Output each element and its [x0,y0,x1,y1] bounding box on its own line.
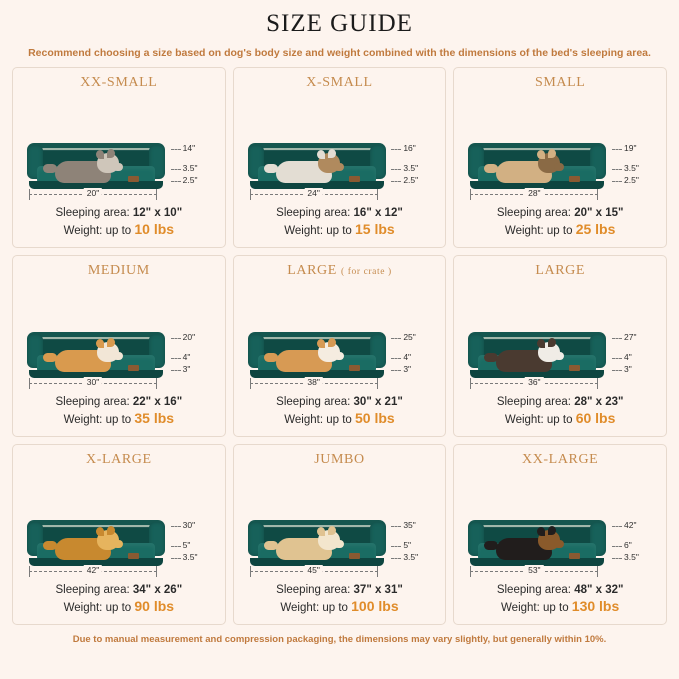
bed-brand-tag [569,365,580,371]
weight-value: 100 lbs [351,597,399,614]
dog-graphic [47,524,117,560]
weight-value: 90 lbs [134,597,175,614]
size-card-title [454,256,666,279]
bed-brand-tag [349,365,360,371]
size-card[interactable] [12,67,226,248]
dog-snout [334,352,344,360]
dim-width-label: 36" [525,377,543,387]
dog-ear-left [96,527,104,536]
dim-height-label: 19" [624,143,637,154]
size-card[interactable] [453,67,667,248]
bed-brand-tag [128,553,139,559]
dim-low-label: 2.5" [624,175,639,186]
sleeping-area-line [240,207,440,219]
sleeping-area-label: Sleeping area: [496,395,571,408]
dog-graphic [488,147,558,183]
dim-mid-label: 6" [624,539,632,550]
dog-ear-right [328,338,336,347]
sleeping-area-value: 37" x 31" [353,583,403,596]
weight-label: Weight: [501,601,540,614]
sleeping-area-value: 34" x 26" [132,583,183,596]
dim-mid-label: 3.5" [624,163,639,174]
sleeping-area-value: 22" x 16" [132,395,183,408]
dim-width-label: 30" [84,377,102,387]
dim-width-label: 53" [525,565,543,575]
size-card-title [13,68,225,91]
dog-ear-left [96,150,104,159]
sleeping-area-line [240,396,440,408]
dog-graphic [488,524,558,560]
weight-upto-label: up to [105,601,132,614]
size-card-grid [12,67,667,625]
bed-illustration [242,281,438,393]
sleeping-area-label: Sleeping area: [496,207,571,220]
dim-height-label: 27" [624,331,637,342]
sleeping-area-line [460,584,660,596]
weight-line [19,598,219,614]
dog-ear-left [317,150,325,159]
size-specs [234,582,446,624]
sleeping-area-label: Sleeping area: [55,583,130,596]
sleeping-area-value: 30" x 21" [353,395,403,408]
dim-mid-label: 4" [403,351,412,362]
size-card[interactable] [12,444,226,625]
dog-graphic [268,336,338,372]
vertical-dimensions [610,519,656,568]
dog-ear-right [107,526,115,535]
dim-mid-label: 5" [403,539,412,550]
size-name: SMALL [534,75,586,90]
bed-brand-tag [569,176,580,182]
weight-line [460,221,660,237]
sleeping-area-label: Sleeping area: [55,395,130,408]
weight-line [240,410,440,426]
dim-width-label: 28" [525,188,543,198]
size-specs [234,205,446,247]
dim-height-label: 35" [403,519,416,530]
size-specs [13,205,225,247]
bed-illustration [462,93,658,205]
size-specs [13,394,225,436]
dog-graphic [47,336,117,372]
horizontal-dimension [250,378,378,390]
sleeping-area-line [19,396,219,408]
weight-value: 25 lbs [575,221,616,238]
size-card-title [234,256,446,279]
dim-width-label: 45" [304,565,322,575]
size-specs [234,394,446,436]
size-card-title [234,445,446,468]
bed-brand-tag [128,365,139,371]
bed-illustration [21,281,217,393]
weight-upto-label: up to [543,601,569,614]
dog-snout [334,540,344,548]
size-name: LARGE [287,263,337,279]
dog-ear-right [328,526,336,535]
dim-height-label: 16" [403,143,416,154]
weight-upto-label: up to [546,413,573,426]
weight-label: Weight: [284,413,324,426]
size-name: XX-LARGE [521,451,599,467]
footer-note: Due to manual measurement and compression packaging, the dimensions may vary slightly, but generally within 10%. [72,634,607,645]
dog-snout [334,163,344,171]
sleeping-area-label: Sleeping area: [276,583,351,596]
dog-ear-left [317,527,325,536]
dog-ear-left [537,150,545,159]
weight-value: 50 lbs [355,409,395,426]
dog-ear-left [537,527,545,536]
sleeping-area-label: Sleeping area: [276,207,351,220]
dim-height-label: 20" [182,331,196,342]
dim-mid-label: 3.5" [403,163,419,174]
weight-upto-label: up to [326,225,352,238]
bed-brand-tag [349,553,360,559]
bed-illustration [462,470,658,582]
dog-snout [113,540,123,548]
dim-width-label: 20" [84,188,102,198]
size-specs [454,394,666,436]
weight-line [460,410,660,426]
bed-brand-tag [128,176,139,182]
weight-label: Weight: [284,225,324,238]
vertical-dimensions [169,519,215,568]
sleeping-area-line [19,584,219,596]
weight-line [240,221,440,237]
sleeping-area-value: 16" x 12" [353,207,403,220]
vertical-dimensions [389,143,435,191]
dog-ear-left [317,339,325,348]
size-name: X-SMALL [306,75,373,90]
horizontal-dimension [470,189,598,201]
dog-snout [554,540,564,548]
weight-value: 60 lbs [575,409,616,426]
size-card[interactable] [12,255,226,436]
size-note: ( for crate ) [340,267,392,278]
dim-mid-label: 3.5" [182,163,198,174]
dog-ear-left [96,339,104,348]
horizontal-dimension [470,378,598,390]
size-name: MEDIUM [87,263,150,279]
size-specs [13,582,225,624]
dim-width-label: 24" [304,188,322,198]
bed-illustration [21,93,217,205]
dim-width-label: 42" [84,565,102,575]
dog-ear-right [107,338,115,347]
dog-snout [113,352,123,360]
sleeping-area-label: Sleeping area: [55,207,130,220]
bed-illustration [462,281,658,393]
dim-low-label: 3" [182,363,191,374]
size-specs [454,582,666,624]
dim-low-label: 3.5" [624,551,639,562]
page-subtitle: Recommend choosing a size based on dog's body size and weight combined with the dimensions of the bed's sleeping area. [28,47,651,59]
dim-low-label: 2.5" [182,175,198,186]
dim-height-label: 30" [182,519,196,530]
size-name: X-LARGE [86,451,152,467]
dim-mid-label: 4" [624,351,632,362]
bed-illustration [21,470,217,582]
weight-label: Weight: [63,413,103,426]
sleeping-area-value: 48" x 32" [574,583,624,596]
sleeping-area-label: Sleeping area: [496,583,571,596]
weight-value: 10 lbs [134,221,175,238]
sleeping-area-line [460,396,660,408]
vertical-dimensions [169,331,215,380]
dim-low-label: 3.5" [182,551,198,562]
weight-label: Weight: [504,225,544,238]
bed-brand-tag [349,176,360,182]
dim-mid-label: 4" [182,351,191,362]
dog-snout [554,352,564,360]
dim-height-label: 42" [624,519,637,530]
weight-upto-label: up to [322,601,348,614]
dog-ear-left [537,339,545,348]
dog-graphic [488,336,558,372]
weight-line [19,221,219,237]
size-card[interactable] [233,444,447,625]
weight-upto-label: up to [105,225,132,238]
weight-value: 35 lbs [134,409,175,426]
weight-upto-label: up to [105,413,132,426]
horizontal-dimension [470,566,598,578]
vertical-dimensions [610,331,656,380]
weight-value: 130 lbs [571,597,620,614]
sleeping-area-value: 28" x 23" [574,395,624,408]
size-card[interactable] [233,255,447,436]
dim-low-label: 2.5" [403,175,419,186]
horizontal-dimension [250,189,378,201]
dim-low-label: 3" [624,363,632,374]
size-name: LARGE [535,263,585,279]
weight-line [19,410,219,426]
dog-ear-right [328,149,336,158]
size-card[interactable] [233,67,447,248]
dog-graphic [268,524,338,560]
bed-illustration [242,93,438,205]
dim-low-label: 3" [403,363,412,374]
size-card[interactable] [453,255,667,436]
dog-ear-right [548,338,556,347]
size-specs [454,205,666,247]
size-card[interactable] [453,444,667,625]
size-card-title [454,445,666,468]
horizontal-dimension [29,189,157,201]
page-title: SIZE GUIDE [266,10,413,37]
dim-width-label: 38" [304,377,322,387]
weight-label: Weight: [63,601,103,614]
horizontal-dimension [29,378,157,390]
weight-upto-label: up to [546,225,573,238]
horizontal-dimension [250,566,378,578]
weight-label: Weight: [63,225,103,238]
weight-upto-label: up to [326,413,352,426]
dog-graphic [268,147,338,183]
horizontal-dimension [29,566,157,578]
size-card-title [13,256,225,279]
bed-brand-tag [569,553,580,559]
sleeping-area-line [240,584,440,596]
bed-illustration [242,470,438,582]
vertical-dimensions [610,143,656,191]
size-card-title [454,68,666,91]
size-card-title [13,445,225,468]
sleeping-area-value: 12" x 10" [132,207,183,220]
vertical-dimensions [169,143,215,191]
size-name: XX-SMALL [80,75,158,90]
sleeping-area-line [460,207,660,219]
weight-line [460,598,660,614]
weight-label: Weight: [280,601,320,614]
vertical-dimensions [389,519,435,568]
weight-label: Weight: [504,413,544,426]
dim-height-label: 14" [182,143,196,154]
dim-low-label: 3.5" [403,551,419,562]
size-card-title [234,68,446,91]
dim-height-label: 25" [403,331,416,342]
sleeping-area-line [19,207,219,219]
dog-graphic [47,147,117,183]
weight-value: 15 lbs [355,221,395,238]
sleeping-area-label: Sleeping area: [276,395,351,408]
sleeping-area-value: 20" x 15" [574,207,624,220]
dim-mid-label: 5" [182,539,191,550]
vertical-dimensions [389,331,435,380]
weight-line [240,598,440,614]
size-name: JUMBO [314,451,365,467]
